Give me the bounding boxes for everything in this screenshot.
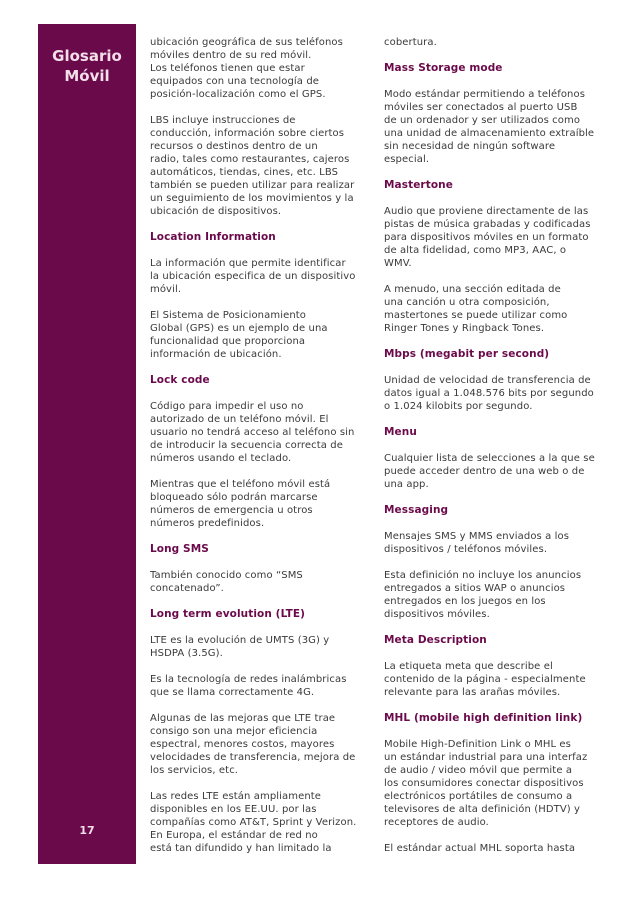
- paragraph: cobertura.: [384, 37, 437, 48]
- paragraph: Unidad de velocidad de transferencia de datos igual a 1.048.576 bits por segundo o 1.024 kilobits por segundo.: [384, 375, 594, 412]
- paragraph: Mensajes SMS y MMS enviados a los dispositivos / teléfonos móviles.: [384, 531, 570, 555]
- paragraph: A menudo, una sección editada de una canción u otra composición, mastertones se puede utilizar como Ringer Tones y Ringback Tones.: [384, 284, 568, 334]
- term-heading-meta-description: Meta Description: [384, 634, 487, 646]
- term-heading-long-sms: Long SMS: [150, 543, 209, 555]
- paragraph: La etiqueta meta que describe el contenido de la página - especialmente relevante para las arañas móviles.: [384, 661, 586, 698]
- paragraph: Audio que proviene directamente de las pistas de música grabadas y codificadas para dispositivos móviles en un formato de alta fidelidad, como MP3, AAC, o WMV.: [384, 206, 591, 269]
- glossary-title: [38, 46, 136, 86]
- paragraph: ubicación geográfica de sus teléfonos móviles dentro de su red móvil.: [150, 37, 343, 61]
- paragraph: Es la tecnología de redes inalámbricas que se llama correctamente 4G.: [150, 674, 347, 698]
- right-column: [384, 36, 600, 868]
- paragraph: La información que permite identificar la ubicación especifica de un dispositivo móvil.: [150, 258, 356, 295]
- term-heading-lock-code: Lock code: [150, 374, 210, 386]
- title-line-1: Glosario: [52, 47, 122, 65]
- term-heading-mhl: MHL (mobile high definition link): [384, 712, 583, 724]
- paragraph: Los teléfonos tienen que estar equipados con una tecnología de posición-localización como el GPS.: [150, 63, 326, 100]
- page-number: 17: [79, 824, 95, 837]
- paragraph: Algunas de las mejoras que LTE trae consigo son una mejor eficiencia espectral, menores costos, mayores velocidades de transferencia, mejora de los servicios, etc.: [150, 713, 356, 776]
- paragraph: Mientras que el teléfono móvil está bloqueado sólo podrán marcarse números de emergencia u otros números predefinidos.: [150, 479, 331, 529]
- title-line-2: Móvil: [64, 67, 110, 85]
- paragraph: Mobile High-Definition Link o MHL es un estándar industrial para una interfaz de audio / video móvil que permite a los consumidores conectar dispositivos electrónicos portátiles de consumo a televisores de alta definición (HDTV) y receptores de audio.: [384, 739, 588, 828]
- paragraph: Código para impedir el uso no autorizado de un teléfono móvil. El usuario no tendrá acceso al teléfono sin de introducir la secuencia correcta de números usando el teclado.: [150, 401, 355, 464]
- term-heading-menu: Menu: [384, 426, 417, 438]
- paragraph: También conocido como “SMS concatenado”.: [150, 570, 303, 594]
- paragraph: LBS incluye instrucciones de conducción, información sobre ciertos recursos o destinos dentro de un radio, tales como restaurantes, cajeros automáticos, tiendas, cines, etc. LBS también se pueden utilizar para realizar un seguimiento de los movimientos y la ubicación de dispositivos.: [150, 115, 355, 217]
- term-heading-location-information: Location Information: [150, 231, 276, 243]
- paragraph: El estándar actual MHL soporta hasta: [384, 843, 576, 854]
- paragraph: El Sistema de Posicionamiento Global (GPS) es un ejemplo de una funcionalidad que proporciona información de ubicación.: [150, 310, 328, 360]
- paragraph: LTE es la evolución de UMTS (3G) y HSDPA (3.5G).: [150, 635, 330, 659]
- term-heading-lte: Long term evolution (LTE): [150, 608, 306, 620]
- paragraph: Cualquier lista de selecciones a la que se puede acceder dentro de una web o de una app.: [384, 453, 595, 490]
- paragraph: Modo estándar permitiendo a teléfonos móviles ser conectados al puerto USB de un ordenador y ser utilizados como una unidad de almacenamiento extraíble sin necesidad de ningún software especial.: [384, 89, 595, 165]
- term-heading-mastertone: Mastertone: [384, 179, 453, 191]
- left-column: [150, 36, 366, 868]
- term-heading-messaging: Messaging: [384, 504, 449, 516]
- term-heading-mbps: Mbps (megabit per second): [384, 348, 550, 360]
- sidebar: [38, 24, 136, 864]
- paragraph: Las redes LTE están ampliamente disponibles en los EE.UU. por las compañías como AT&T, Sprint y Verizon. En Europa, el estándar de red no está tan difundido y han limitado la: [150, 791, 357, 854]
- term-heading-mass-storage-mode: Mass Storage mode: [384, 62, 503, 74]
- paragraph: Esta definición no incluye los anuncios entregados a sitios WAP o anuncios entregados en los juegos en los dispositivos móviles.: [384, 570, 582, 620]
